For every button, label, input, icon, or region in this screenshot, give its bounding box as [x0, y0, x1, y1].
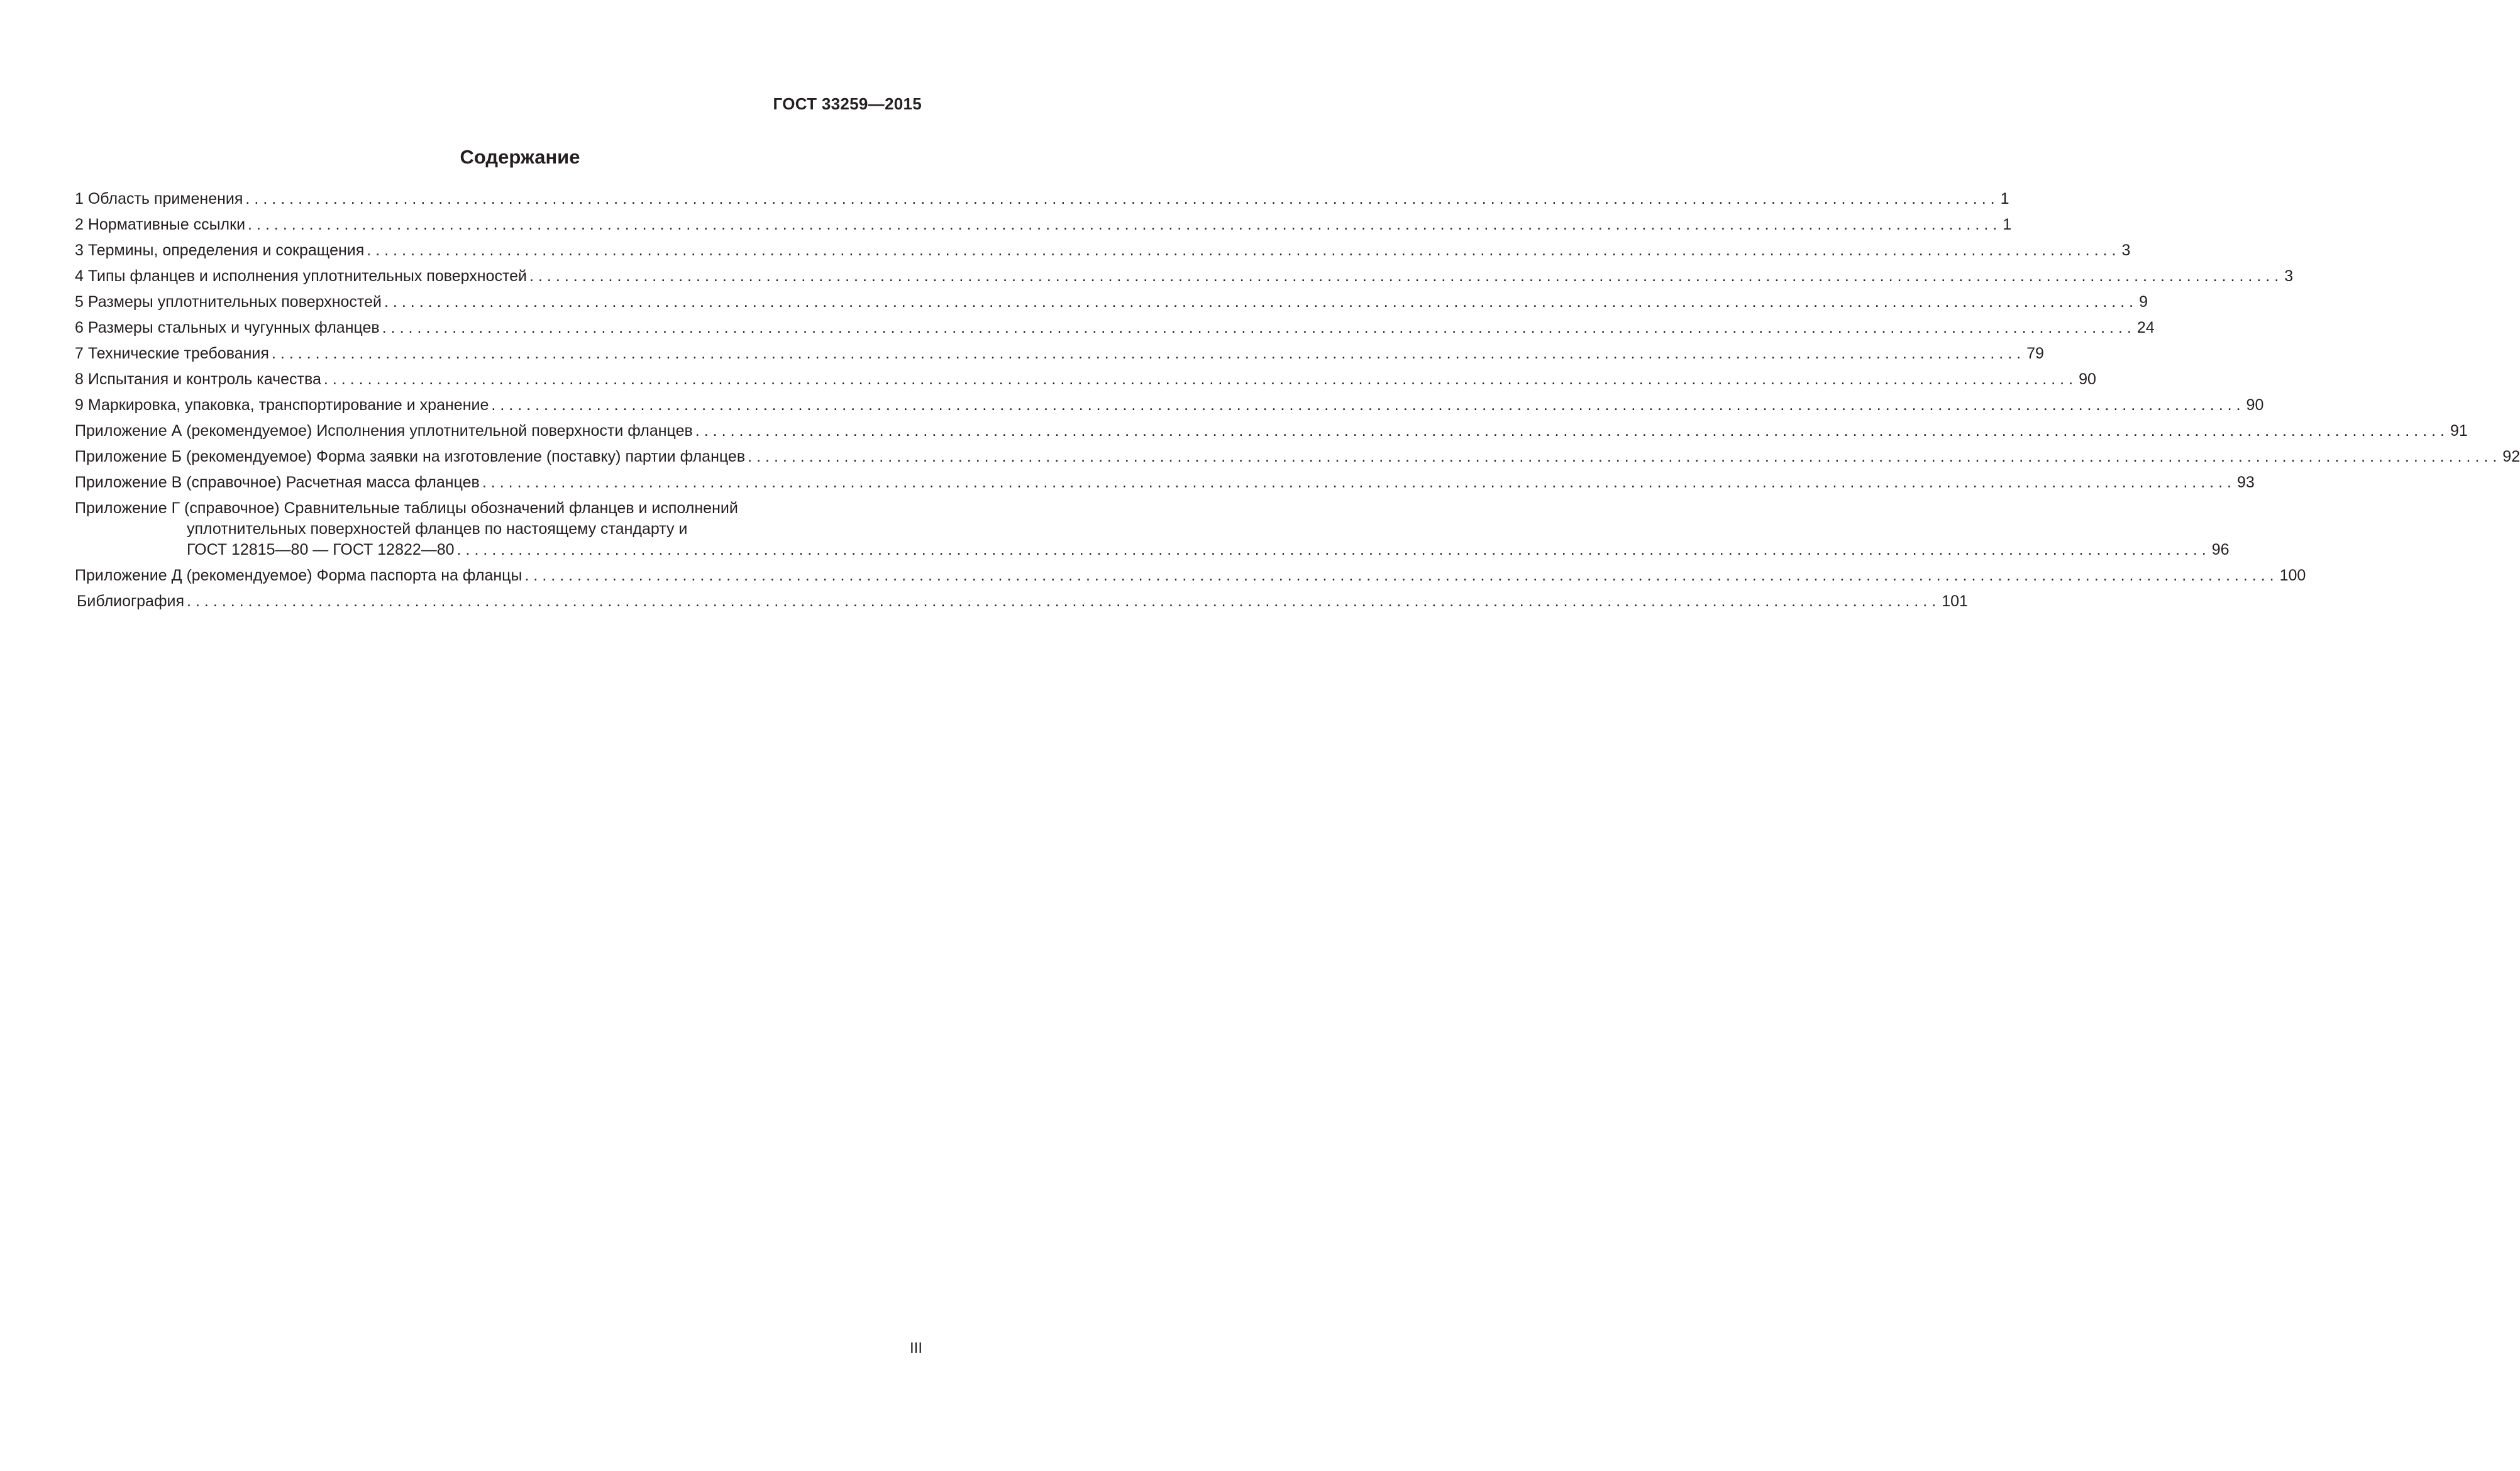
toc-entry-label: 2 Нормативные ссылки — [75, 216, 246, 233]
toc-title: Содержание — [460, 146, 580, 168]
toc-entry-last-line — [75, 541, 2230, 567]
toc-entry-label: 3 Термины, определения и сокращения — [75, 241, 365, 259]
toc-entry-page: 79 — [2026, 345, 2044, 362]
toc-entry[interactable] — [75, 592, 1968, 618]
toc-entry-label: Приложение В (справочное) Расчетная масса фланцев — [75, 474, 480, 491]
toc-leader-dots: ........................................................................................................................................................................................................ — [529, 267, 2284, 285]
toc-entry-multiline[interactable] — [75, 499, 2230, 567]
toc-entry-page: 9 — [2139, 293, 2148, 311]
toc-leader-dots: ........................................................................................................................................................................................................ — [382, 319, 2136, 336]
toc-entry-page: 90 — [2079, 370, 2096, 388]
toc-leader-dots: ........................................................................................................................................................................................................ — [248, 216, 2002, 233]
toc-entry[interactable] — [75, 241, 2131, 267]
toc-entry[interactable] — [75, 267, 2294, 293]
toc-leader-dots: ........................................................................................................................................................................................................ — [187, 592, 1941, 610]
toc-entry[interactable] — [75, 293, 2148, 319]
toc-entry[interactable] — [75, 396, 2264, 422]
toc-entry-page: 1 — [2000, 190, 2009, 208]
toc-entry[interactable] — [75, 190, 2009, 216]
toc-leader-dots: ........................................................................................................................................................................................................ — [245, 190, 1999, 208]
toc-entry-page: 101 — [1942, 592, 1968, 610]
toc-entry-page: 3 — [2284, 267, 2294, 285]
toc-entry-page: 91 — [2450, 422, 2468, 440]
toc-entry-label: Библиография — [77, 592, 185, 610]
toc-entry[interactable] — [75, 370, 2096, 396]
toc-leader-dots: ........................................................................................................................................................................................................ — [367, 241, 2121, 259]
toc-entry[interactable] — [75, 474, 2255, 499]
toc-entry[interactable] — [75, 319, 2155, 345]
toc-entry-page: 92 — [2502, 448, 2520, 465]
toc-entry-label: Приложение А (рекомендуемое) Исполнения уплотнительной поверхности фланцев — [75, 422, 693, 440]
toc-entry-label: ГОСТ 12815—80 — ГОСТ 12822—80 — [187, 541, 455, 558]
toc-leader-dots: ........................................................................................................................................................................................................ — [323, 370, 2078, 388]
toc-entry[interactable] — [75, 448, 2520, 474]
toc-leader-dots: ........................................................................................................................................................................................................ — [271, 345, 2026, 362]
toc-entry-label: 6 Размеры стальных и чугунных фланцев — [75, 319, 380, 336]
toc-entry-label: 9 Маркировка, упаковка, транспортирование и хранение — [75, 396, 489, 414]
page-number: III — [909, 1340, 922, 1357]
toc-entry-label: 8 Испытания и контроль качества — [75, 370, 321, 388]
document-code: ГОСТ 33259—2015 — [773, 94, 922, 113]
toc-entry-page: 3 — [2121, 241, 2131, 259]
toc-entry-page: 93 — [2237, 474, 2255, 491]
toc-leader-dots: ........................................................................................................................................................................................................ — [491, 396, 2245, 414]
toc-entry-line: Приложение Г (справочное) Сравнительные таблицы обозначений фланцев и исполнений — [75, 499, 738, 517]
toc-entry-label: Приложение Д (рекомендуемое) Форма паспорта на фланцы — [75, 567, 522, 584]
toc-entry-label: Приложение Б (рекомендуемое) Форма заявки на изготовление (поставку) партии фланцев — [75, 448, 746, 465]
toc-entry-label: 1 Область применения — [75, 190, 243, 208]
toc-leader-dots: ........................................................................................................................................................................................................ — [524, 567, 2279, 584]
toc-entry-label: 7 Технические требования — [75, 345, 269, 362]
table-of-contents — [75, 190, 2520, 618]
toc-entry-page: 96 — [2211, 541, 2230, 558]
toc-entry-label: 4 Типы фланцев и исполнения уплотнительных поверхностей — [75, 267, 528, 285]
toc-entry-page: 1 — [2003, 216, 2012, 233]
toc-leader-dots: ........................................................................................................................................................................................................ — [456, 541, 2211, 558]
toc-entry-page: 100 — [2279, 567, 2306, 584]
toc-entry[interactable] — [75, 567, 2306, 592]
toc-leader-dots: ........................................................................................................................................................................................................ — [748, 448, 2502, 465]
toc-leader-dots: ........................................................................................................................................................................................................ — [695, 422, 2449, 440]
toc-entry[interactable] — [75, 216, 2012, 241]
toc-leader-dots: ........................................................................................................................................................................................................ — [482, 474, 2236, 491]
toc-entry-line: уплотнительных поверхностей фланцев по настоящему стандарту и — [187, 520, 688, 538]
toc-leader-dots: ........................................................................................................................................................................................................ — [384, 293, 2138, 311]
toc-entry[interactable] — [75, 345, 2044, 370]
toc-entry[interactable] — [75, 422, 2468, 448]
toc-entry-label: 5 Размеры уплотнительных поверхностей — [75, 293, 382, 311]
toc-entry-page: 90 — [2246, 396, 2264, 414]
toc-entry-page: 24 — [2136, 319, 2155, 336]
